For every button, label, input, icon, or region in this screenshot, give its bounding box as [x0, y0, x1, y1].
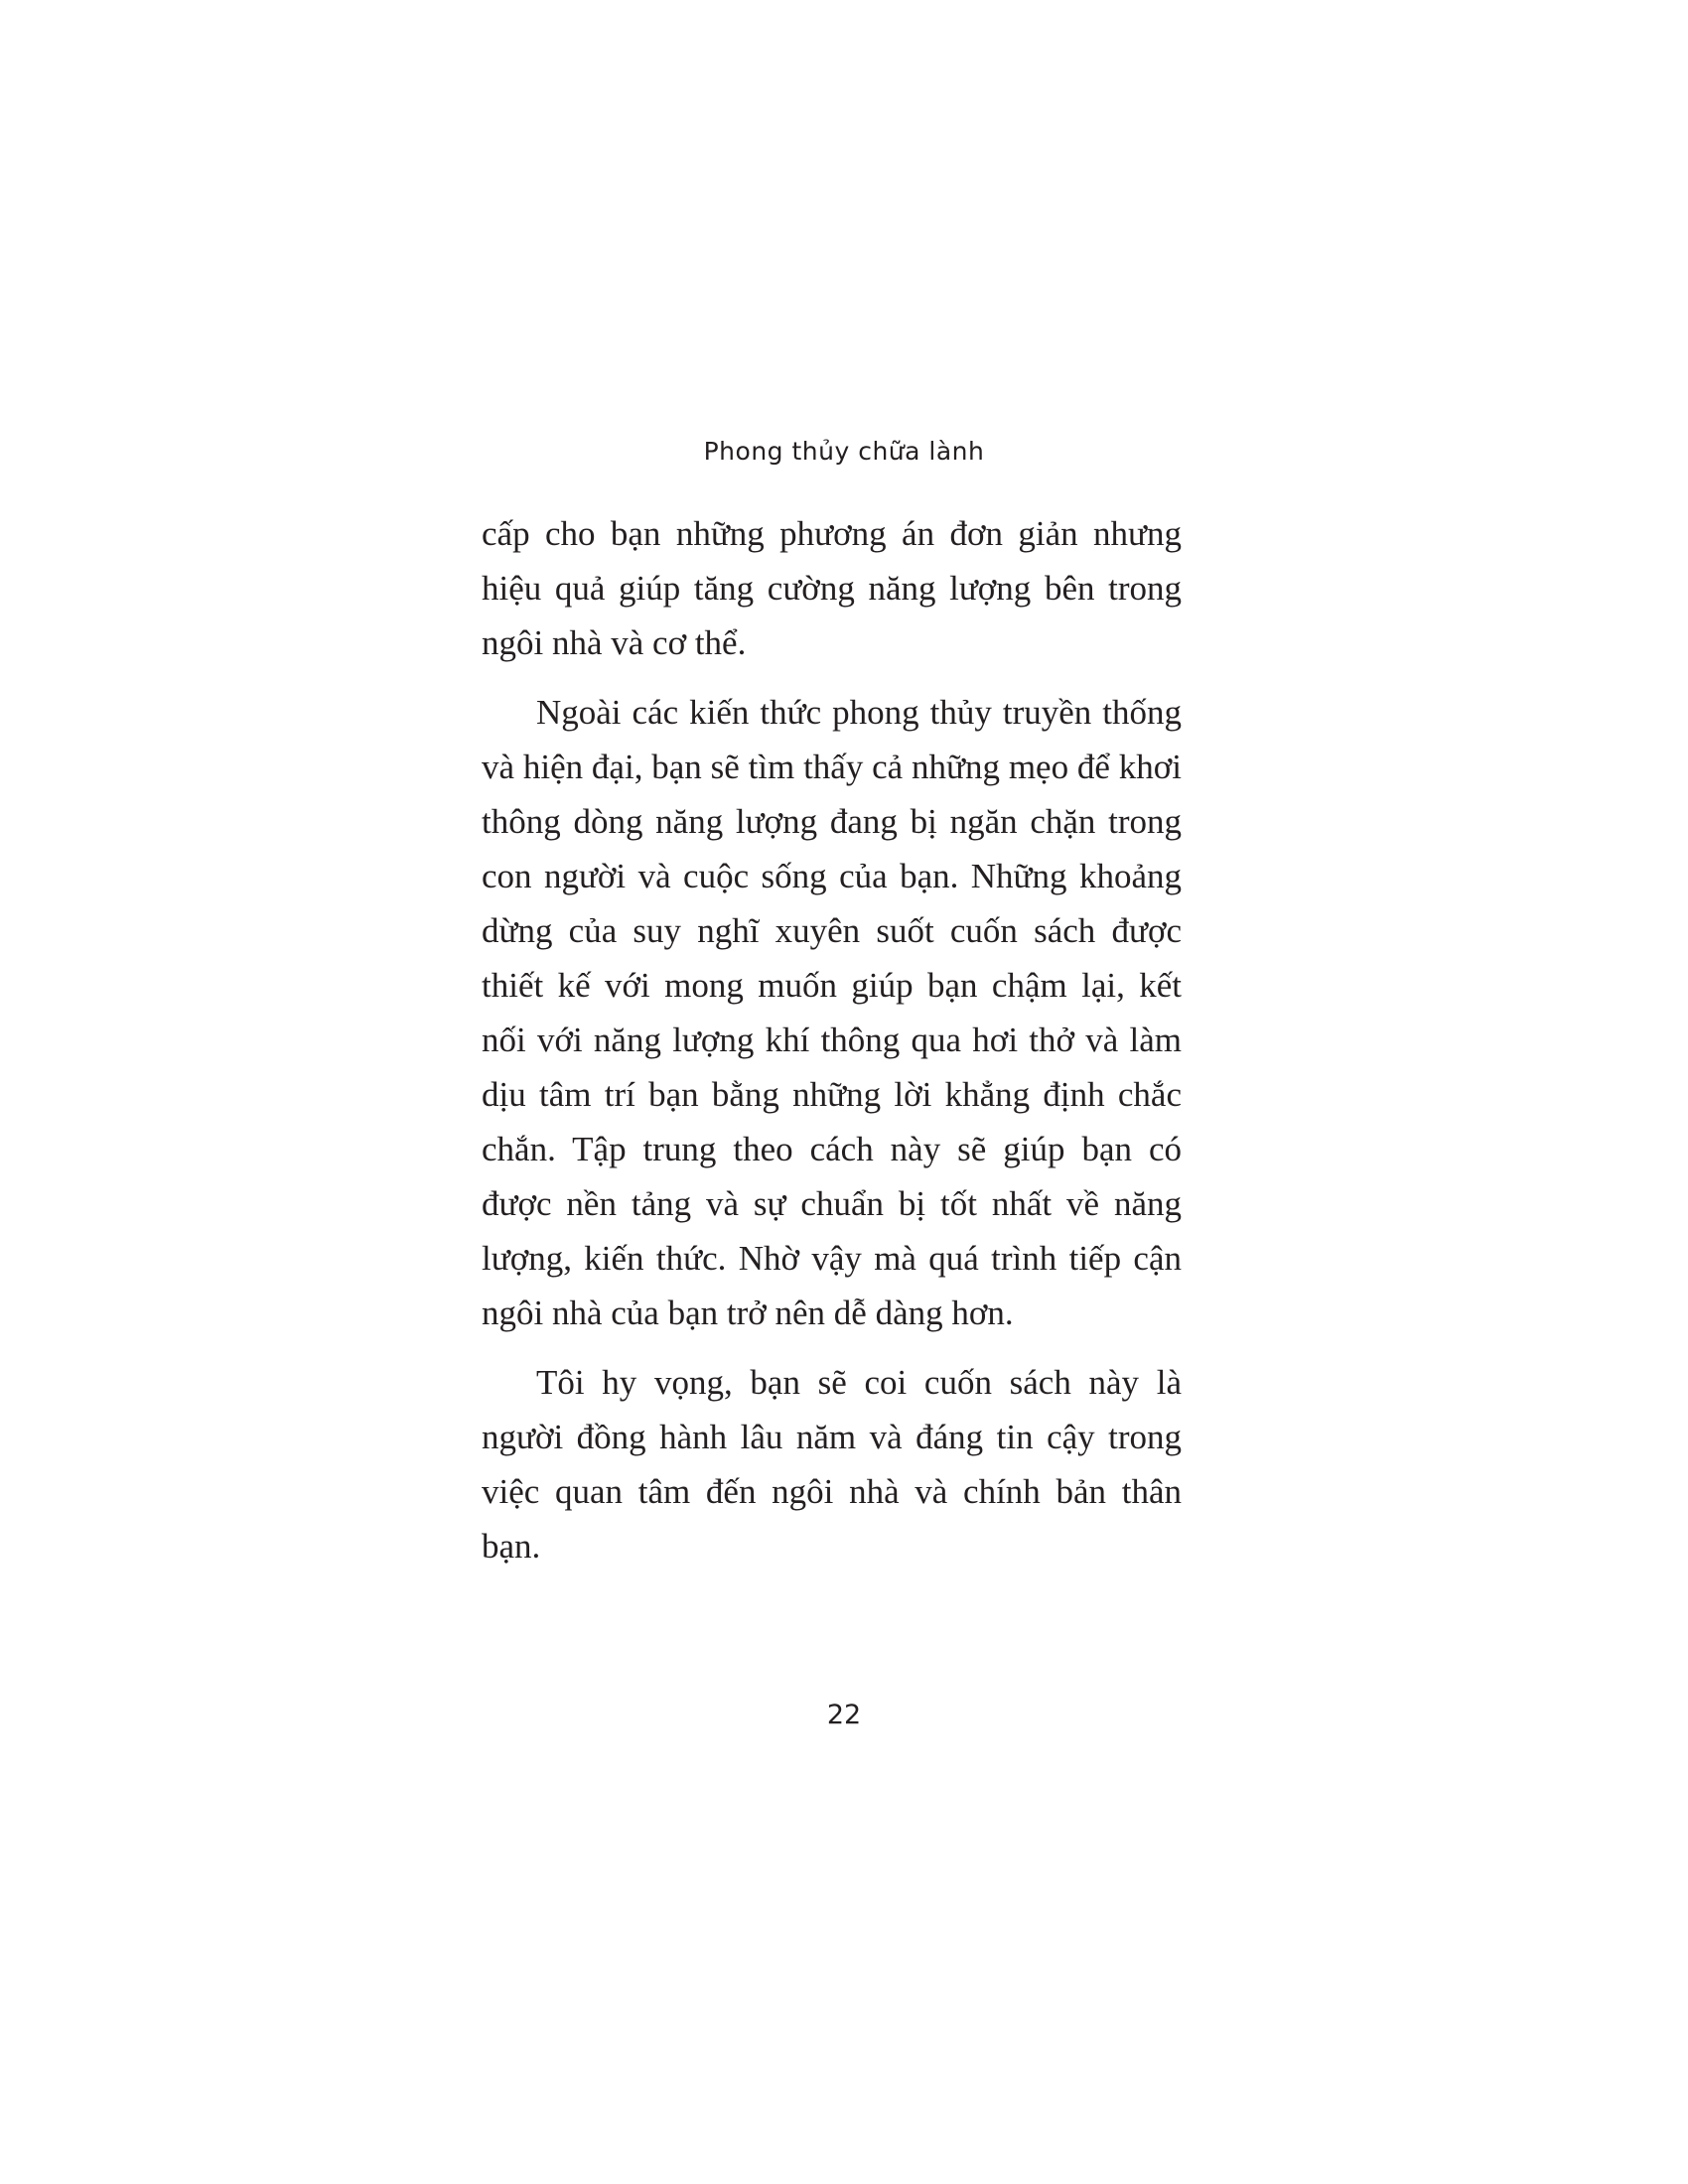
- paragraph: Tôi hy vọng, bạn sẽ coi cuốn sách này là người đồng hành lâu năm và đáng tin cậy trong việc quan tâm đến ngôi nhà và chính bản thân bạn.: [482, 1363, 1182, 1566]
- paragraph: Ngoài các kiến thức phong thủy truyền thống và hiện đại, bạn sẽ tìm thấy cả những mẹo để khơi thông dòng năng lượng đang bị ngăn chặn trong con người và cuộc sống của bạn. Những khoảng dừng của suy nghĩ xuyên suốt cuốn sách được thiết kế với mong muốn giúp bạn chậm lại, kết nối với năng lượng khí thông qua hơi thở và làm dịu tâm trí bạn bằng những lời khẳng định chắc chắn. Tập trung theo cách này sẽ giúp bạn có được nền tảng và sự chuẩn bị tốt nhất về năng lượng, kiến thức. Nhờ vậy mà quá trình tiếp cận ngôi nhà của bạn trở nên dễ dàng hơn.: [482, 693, 1182, 1332]
- paragraph-continuation: cấp cho bạn những phương án đơn giản nhưng hiệu quả giúp tăng cường năng lượng bên trong ngôi nhà và cơ thể.: [482, 514, 1182, 662]
- page-number: 22: [826, 1700, 862, 1730]
- body-text: [482, 506, 1182, 1588]
- running-header: Phong thủy chữa lành: [703, 437, 985, 466]
